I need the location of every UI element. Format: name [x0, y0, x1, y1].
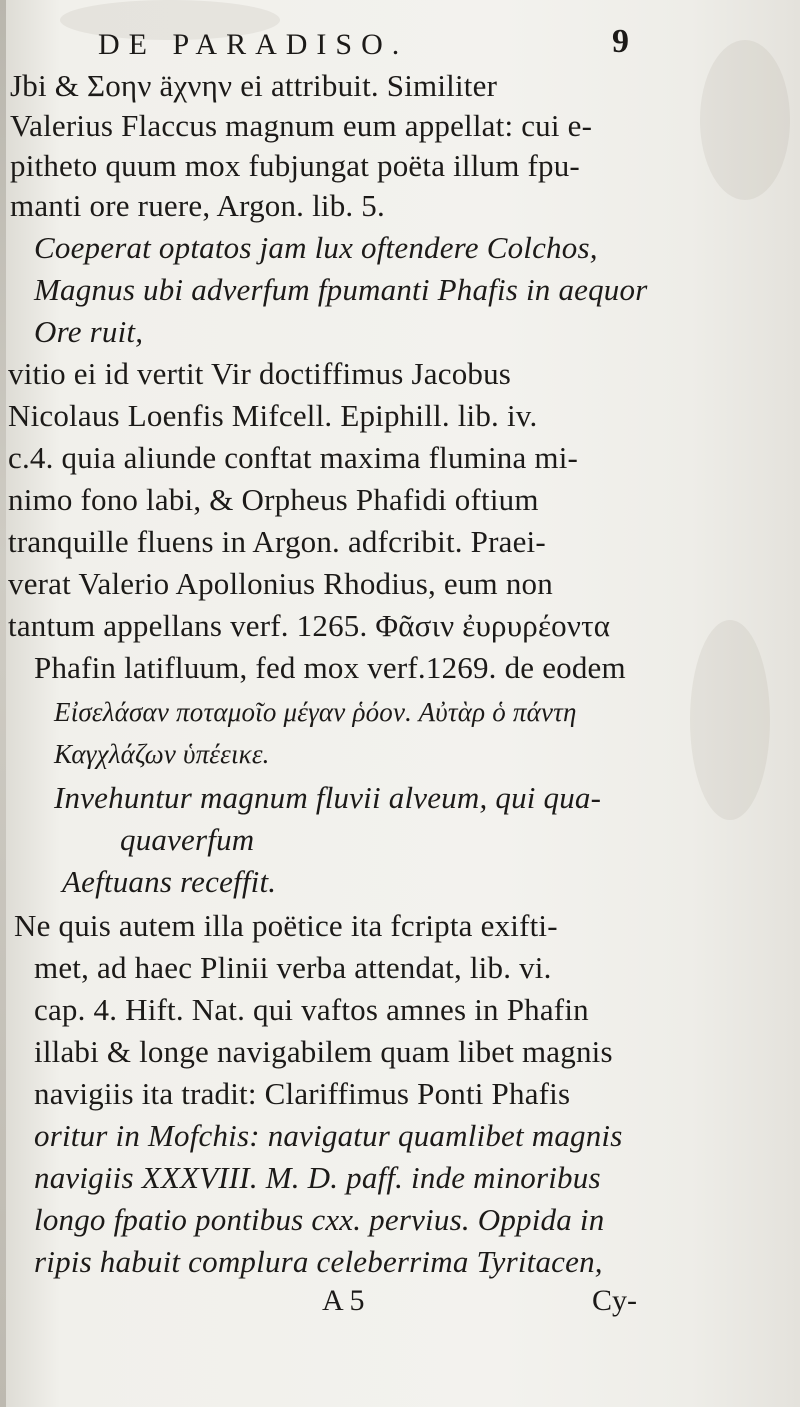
page-gutter — [0, 0, 6, 1407]
text-line: illabi & longe navigabilem quam libet magnis — [34, 1034, 613, 1069]
text-line: Nicolaus Loenfis Mifcell. Epiphill. lib. iv. — [8, 398, 538, 433]
text-line: manti ore ruere, Argon. lib. 5. — [10, 188, 385, 223]
text-line: pitheto quum mox fubjungat poëta illum fpu- — [10, 148, 580, 183]
verse-line: Magnus ubi adverfum fpumanti Phafis in aequor — [34, 272, 648, 307]
text-line: Valerius Flaccus magnum eum appellat: cui e- — [10, 108, 593, 143]
running-title: DE PARADISO. — [98, 28, 409, 61]
text-line: Jbi & Σοην äχνην ei attribuit. Similiter — [10, 68, 498, 103]
verse-line: Invehuntur magnum fluvii alveum, qui qua- — [54, 780, 602, 815]
verse-line: Aeftuans receffit. — [62, 864, 277, 899]
running-header — [98, 24, 408, 65]
catchword: Cy- — [592, 1284, 637, 1317]
text-line: verat Valerio Apollonius Rhodius, eum non — [8, 566, 553, 601]
text-line: Phafin latifluum, fed mox verf.1269. de eodem — [34, 650, 626, 685]
text-line: c.4. quia aliunde conftat maxima flumina mi- — [8, 440, 579, 475]
text-line: Ne quis autem illa poëtice ita fcripta exifti- — [14, 908, 558, 943]
text-line: ripis habuit complura celeberrima Tyritacen, — [34, 1244, 603, 1279]
text-line: navigiis XXXVIII. M. D. paff. inde minoribus — [34, 1160, 601, 1195]
text-line: navigiis ita tradit: Clariffimus Ponti Phafis — [34, 1076, 571, 1111]
paper-stain — [690, 620, 770, 820]
text-line: nimo fono labi, & Orpheus Phafidi oftium — [8, 482, 539, 517]
greek-verse-line: Εἰσελάσαν ποταμοῖο μέγαν ῥόον. Αὐτὰρ ὁ πάντη — [54, 697, 577, 727]
verse-line: Coeperat optatos jam lux oftendere Colchos, — [34, 230, 598, 265]
page-number: 9 — [612, 23, 630, 60]
text-line: tranquille fluens in Argon. adfcribit. Praei- — [8, 524, 546, 559]
text-line: oritur in Mofchis: navigatur quamlibet magnis — [34, 1118, 623, 1153]
verse-line: Ore ruit, — [34, 314, 144, 349]
greek-verse-line: Καγχλάζων ὑπέεικε. — [54, 739, 270, 769]
verse-line: quaverfum — [120, 822, 255, 857]
text-line: met, ad haec Plinii verba attendat, lib. vi. — [34, 950, 552, 985]
text-line: cap. 4. Hift. Nat. qui vaftos amnes in Phafin — [34, 992, 589, 1027]
text-line: tantum appellans verf. 1265. Φᾶσιν ἐυρυρέοντα — [8, 608, 611, 643]
text-line: vitio ei id vertit Vir doctiffimus Jacobus — [8, 356, 512, 391]
paper-stain — [700, 40, 790, 200]
page-number-wrap — [612, 22, 629, 62]
signature-mark: A 5 — [322, 1284, 365, 1317]
text-line: longo fpatio pontibus cxx. pervius. Oppida in — [34, 1202, 605, 1237]
